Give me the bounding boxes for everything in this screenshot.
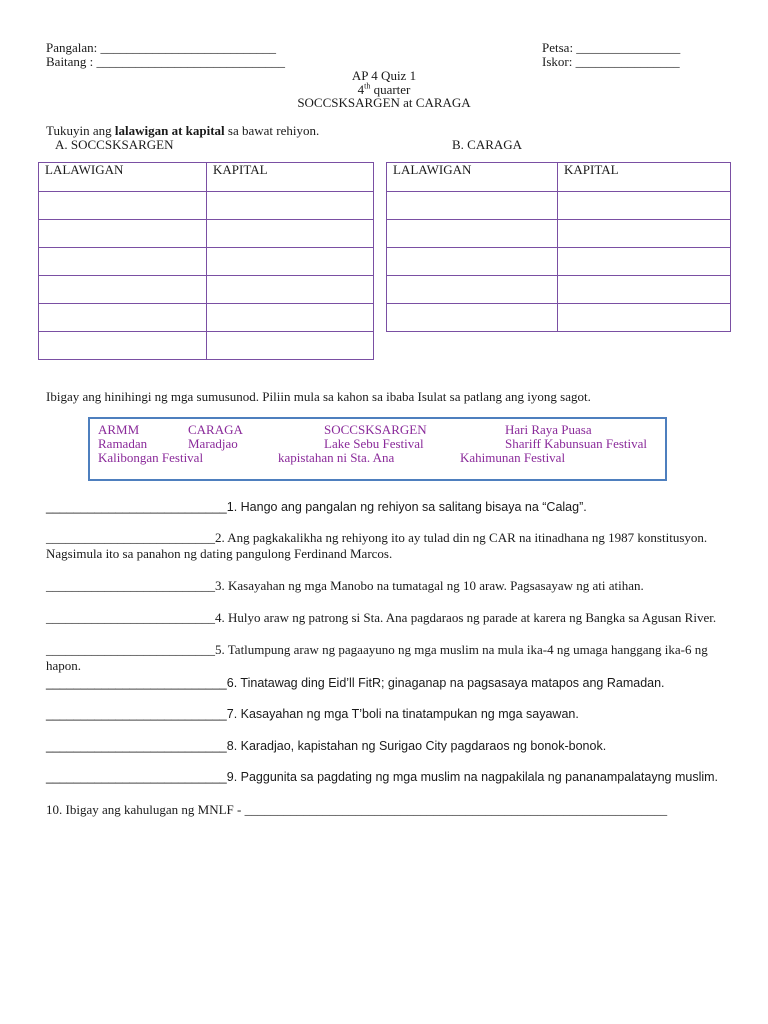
choice-item: Maradjao (188, 436, 238, 451)
quiz-title: AP 4 Quiz 1 (351, 68, 417, 83)
capital-cell[interactable] (558, 220, 731, 248)
table-row (387, 220, 731, 248)
province-cell[interactable] (387, 248, 558, 276)
caraga-table (386, 162, 731, 332)
question-7: __________________________7. Kasayahan ng mga T’boli na tinatampukan ng mga sayawan. (46, 707, 579, 721)
province-cell[interactable] (39, 332, 207, 360)
answer-choices-box (88, 417, 667, 481)
province-cell[interactable] (387, 220, 558, 248)
capital-cell[interactable] (207, 276, 374, 304)
table-row (387, 248, 731, 276)
choice-item: Hari Raya Puasa (505, 422, 592, 437)
table-row (387, 192, 731, 220)
table-header-row (387, 163, 731, 192)
column-header-province: LALAWIGAN (39, 163, 207, 192)
capital-cell[interactable] (207, 192, 374, 220)
quarter-suffix: th (364, 81, 371, 91)
table-row (387, 276, 731, 304)
choice-item: Kahimunan Festival (460, 450, 566, 465)
province-cell[interactable] (39, 276, 207, 304)
choice-item: Lake Sebu Festival (324, 436, 424, 451)
question-10: 10. Ibigay ang kahulugan ng MNLF - _________________________________________________________________ (46, 802, 668, 817)
table-row (39, 332, 374, 360)
choice-item: kapistahan ni Sta. Ana (278, 450, 395, 465)
province-cell[interactable] (387, 276, 558, 304)
capital-cell[interactable] (558, 248, 731, 276)
column-header-capital: KAPITAL (558, 163, 731, 192)
capital-cell[interactable] (558, 276, 731, 304)
column-header-province: LALAWIGAN (387, 163, 558, 192)
grade-field-label: Baitang : _____________________________ (46, 54, 286, 69)
question-2: __________________________2. Ang pagkakalikha ng rehiyong ito ay tulad din ng CAR na itinadhana ng 1987 konstitusyon. Nagsimula ito sa panahon ng dating pangulong Ferdinand Marcos. (46, 530, 708, 561)
table-header-row (39, 163, 374, 192)
question-6: __________________________6. Tinatawag ding Eid’ll FitR; ginaganap na pagsasaya matapos ang Ramadan. (46, 676, 665, 690)
choice-item: CARAGA (188, 422, 243, 437)
choice-item: Kalibongan Festival (98, 450, 204, 465)
capital-cell[interactable] (207, 248, 374, 276)
choice-item: Ramadan (98, 436, 148, 451)
province-cell[interactable] (39, 220, 207, 248)
question-8: __________________________8. Karadjao, kapistahan ng Surigao City pagdaraos ng bonok-bonok. (46, 739, 607, 753)
table-row (39, 192, 374, 220)
column-header-capital: KAPITAL (207, 163, 374, 192)
choice-item: Shariff Kabunsuan Festival (505, 436, 648, 451)
province-cell[interactable] (39, 248, 207, 276)
table-row (39, 276, 374, 304)
date-field-label: Petsa: ________________ (542, 40, 681, 55)
choice-item: SOCCSKSARGEN (324, 422, 427, 437)
part2-instruction: Ibigay ang hinihingi ng mga sumusunod. Piliin mula sa kahon sa ibaba Isulat sa patlang ang iyong sagot. (46, 389, 591, 404)
capital-cell[interactable] (207, 304, 374, 332)
table-row (39, 248, 374, 276)
question-1: __________________________1. Hango ang pangalan ng rehiyon sa salitang bisaya na “Calag”. (46, 500, 587, 514)
choice-item: ARMM (98, 422, 140, 437)
question-9: __________________________9. Paggunita sa pagdating ng mga muslim na nagpakilala ng pananampalatayng muslim. (46, 770, 719, 784)
part1-instruction (46, 123, 319, 138)
question-3: __________________________3. Kasayahan ng mga Manobo na tumatagal ng 10 araw. Pagsasayaw ng ati atihan. (46, 578, 644, 593)
province-cell[interactable] (39, 192, 207, 220)
question-5: __________________________5. Tatlumpung araw ng pagaayuno ng mga muslim na mula ika-4 ng umaga hanggang ika-6 ng hapon. (46, 642, 708, 673)
instruction-emphasis: lalawigan at kapital (114, 123, 225, 138)
region-a-heading: A. SOCCSKSARGEN (55, 137, 174, 152)
quarter-number: 4 (357, 82, 365, 97)
capital-cell[interactable] (207, 332, 374, 360)
capital-cell[interactable] (558, 192, 731, 220)
name-field-label: Pangalan: ___________________________ (46, 40, 277, 55)
question-4: __________________________4. Hulyo araw ng patrong si Sta. Ana pagdaraos ng parade at karera ng Bangka sa Agusan River. (46, 610, 717, 625)
quarter-word: quarter (370, 82, 411, 97)
capital-cell[interactable] (558, 304, 731, 332)
province-cell[interactable] (387, 304, 558, 332)
table-row (39, 304, 374, 332)
province-cell[interactable] (39, 304, 207, 332)
instruction-text-end: sa bawat rehiyon. (224, 123, 320, 138)
quiz-subtitle: SOCCSKSARGEN at CARAGA (297, 95, 471, 110)
table-row (387, 304, 731, 332)
table-row (39, 220, 374, 248)
region-b-heading: B. CARAGA (452, 137, 523, 152)
province-cell[interactable] (387, 192, 558, 220)
soccsksargen-table (38, 162, 374, 360)
capital-cell[interactable] (207, 220, 374, 248)
score-field-label: Iskor: ________________ (542, 54, 680, 69)
instruction-text: Tukuyin ang (46, 123, 115, 138)
